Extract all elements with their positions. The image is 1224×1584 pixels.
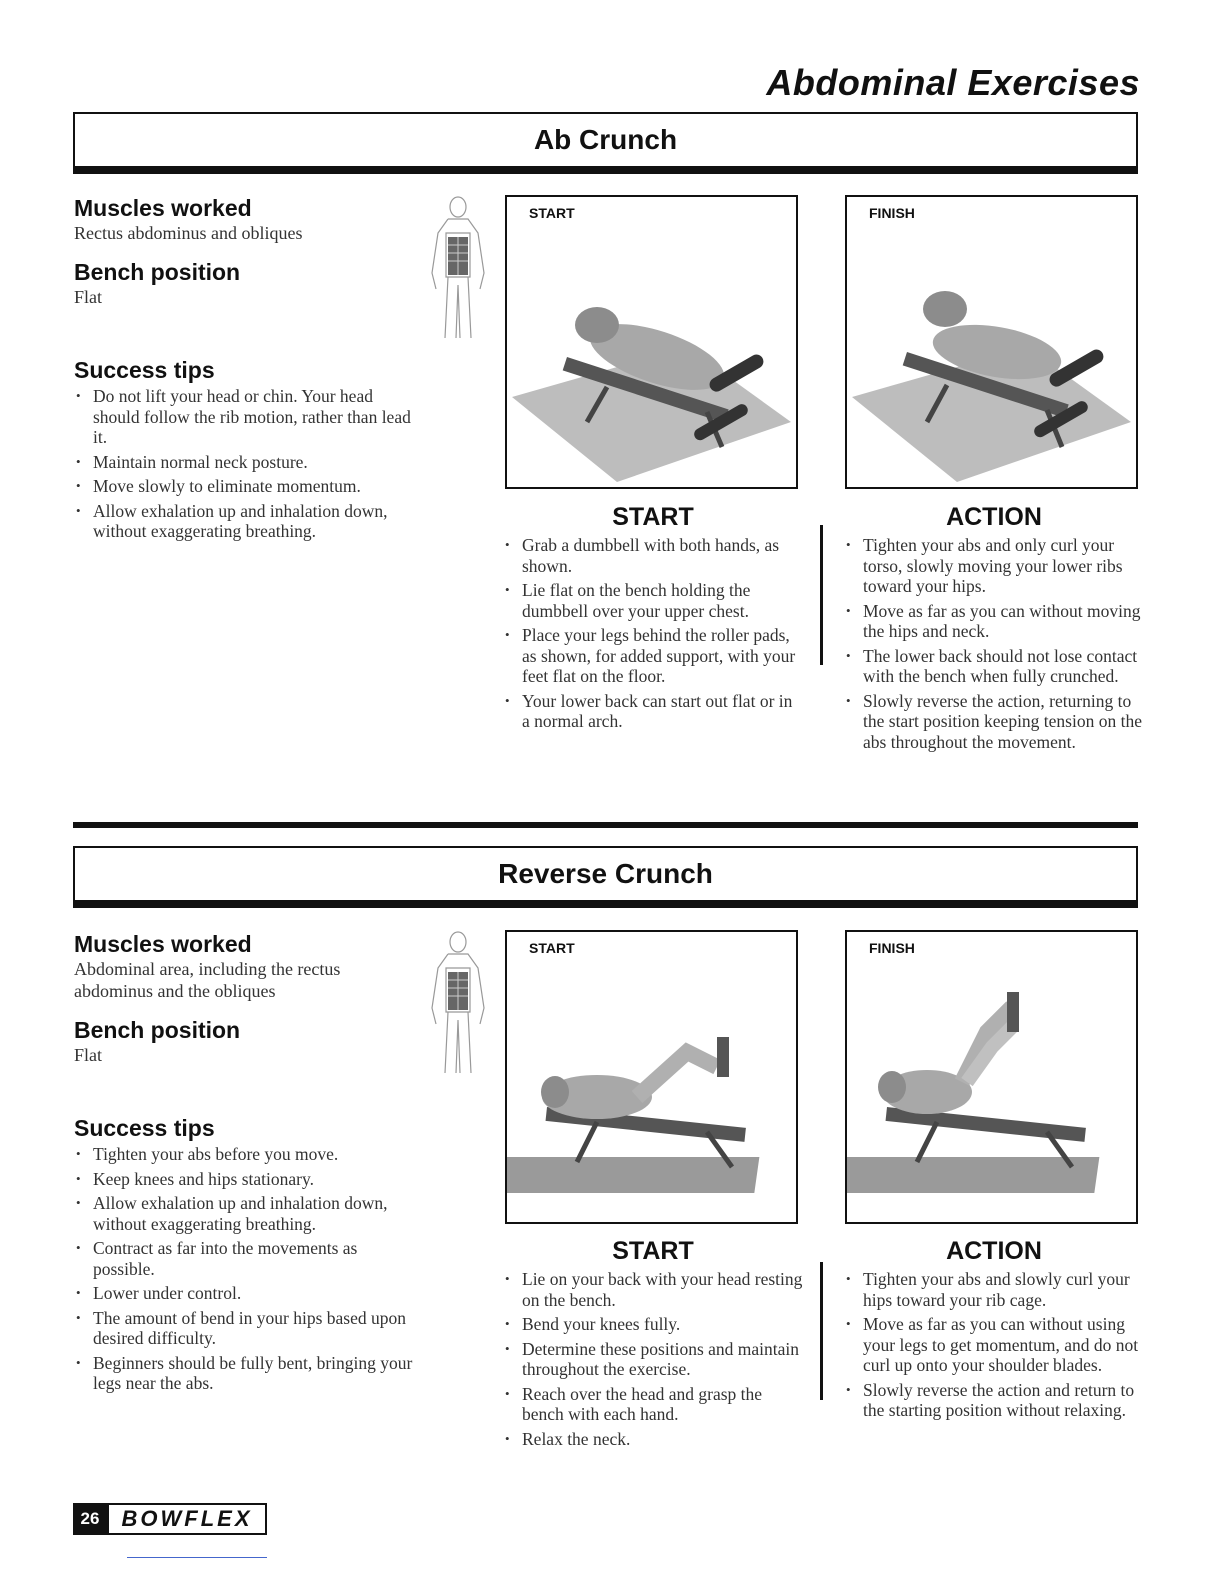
action-steps-list (844, 1269, 1144, 1421)
exercise-illustration (847, 932, 1136, 1222)
list-item: • Grab a dumbbell with both hands, as shown. (503, 535, 803, 576)
list-item: • Beginners should be fully bent, bringing your legs near the abs. (74, 1353, 414, 1394)
photo-label: START (529, 205, 575, 221)
list-item: • Bend your knees fully. (503, 1314, 803, 1335)
photo-start-ab-crunch (505, 195, 798, 489)
list-item: • Place your legs behind the roller pads, as shown, for added support, with your feet flat on the floor. (503, 625, 803, 687)
tips-list (74, 386, 414, 542)
list-item: • Tighten your abs and only curl your torso, slowly moving your lower ribs toward your hips. (844, 535, 1144, 597)
start-heading: START (612, 1237, 694, 1265)
list-item: • Relax the neck. (503, 1429, 803, 1450)
list-item: • Allow exhalation up and inhalation down, without exaggerating breathing. (74, 501, 414, 542)
photo-start-reverse-crunch (505, 930, 798, 1224)
bench-heading: Bench position (74, 259, 241, 285)
start-instructions-ab-crunch (503, 503, 803, 736)
bench-text: Flat (74, 287, 103, 307)
muscles-heading: Muscles worked (74, 931, 252, 957)
start-steps-list (503, 1269, 803, 1449)
list-item: • Maintain normal neck posture. (74, 452, 414, 473)
column-divider (820, 1262, 823, 1400)
muscles-heading: Muscles worked (74, 195, 252, 221)
section-header-ab-crunch (73, 112, 1138, 174)
list-item: • Reach over the head and grasp the bench with each hand. (503, 1384, 803, 1425)
list-item: • Tighten your abs before you move. (74, 1144, 414, 1165)
list-item: • Tighten your abs and slowly curl your hips toward your rib cage. (844, 1269, 1144, 1310)
list-item: • Contract as far into the movements as possible. (74, 1238, 414, 1279)
exercise-illustration (507, 932, 796, 1222)
list-item: • Allow exhalation up and inhalation down, without exaggerating breathing. (74, 1193, 414, 1234)
page-title: Abdominal Exercises (766, 62, 1140, 103)
list-item: • Do not lift your head or chin. Your head should follow the rib motion, rather than lead it. (74, 386, 414, 448)
list-item: • Your lower back can start out flat or in a normal arch. (503, 691, 803, 732)
start-instructions-reverse-crunch (503, 1237, 803, 1453)
photo-label: FINISH (869, 940, 915, 956)
photo-label: START (529, 940, 575, 956)
column-divider (820, 525, 823, 665)
start-heading: START (612, 503, 694, 531)
list-item: • Slowly reverse the action, returning to the start position keeping tension on the abs throughout the movement. (844, 691, 1144, 753)
list-item: • Move slowly to eliminate momentum. (74, 476, 414, 497)
section-title: Ab Crunch (533, 124, 678, 155)
bench-text: Flat (74, 1045, 103, 1065)
list-item: • Keep knees and hips stationary. (74, 1169, 414, 1190)
list-item: • Slowly reverse the action and return to the starting position without relaxing. (844, 1380, 1144, 1421)
brand-logo: BOWFLEX (107, 1503, 267, 1535)
action-heading: ACTION (946, 503, 1042, 531)
list-item: • Lie flat on the bench holding the dumbbell over your upper chest. (503, 580, 803, 621)
page-number: 26 (73, 1503, 107, 1535)
section-header-reverse-crunch (73, 846, 1138, 908)
photo-finish-ab-crunch (845, 195, 1138, 489)
start-steps-list (503, 535, 803, 732)
action-instructions-ab-crunch (844, 503, 1144, 756)
list-item: • The amount of bend in your hips based upon desired difficulty. (74, 1308, 414, 1349)
list-item: • The lower back should not lose contact with the bench when fully crunched. (844, 646, 1144, 687)
bench-heading: Bench position (74, 1017, 241, 1043)
photo-finish-reverse-crunch (845, 930, 1138, 1224)
section-title: Reverse Crunch (498, 858, 713, 889)
list-item: • Lower under control. (74, 1283, 414, 1304)
footer-line (127, 1557, 267, 1558)
muscles-text: Rectus abdominus and obliques (74, 223, 303, 243)
photo-label: FINISH (869, 205, 915, 221)
section-divider (73, 822, 1138, 828)
list-item: • Move as far as you can without moving the hips and neck. (844, 601, 1144, 642)
tips-list (74, 1144, 414, 1394)
list-item: • Move as far as you can without using your legs to get momentum, and do not curl up onto your shoulder blades. (844, 1314, 1144, 1376)
muscle-diagram-figure (418, 193, 498, 343)
muscle-diagram-figure (418, 928, 498, 1078)
action-instructions-reverse-crunch (844, 1237, 1144, 1425)
list-item: • Determine these positions and maintain throughout the exercise. (503, 1339, 803, 1380)
muscles-text: Abdominal area, including the rectus abdominus and the obliques (74, 959, 341, 1001)
exercise-info-reverse-crunch (74, 930, 414, 1398)
list-item: • Lie on your back with your head resting on the bench. (503, 1269, 803, 1310)
tips-heading: Success tips (74, 357, 215, 383)
action-steps-list (844, 535, 1144, 752)
exercise-illustration (847, 197, 1136, 487)
exercise-illustration (507, 197, 796, 487)
exercise-info-ab-crunch (74, 194, 414, 546)
action-heading: ACTION (946, 1237, 1042, 1265)
tips-heading: Success tips (74, 1115, 215, 1141)
